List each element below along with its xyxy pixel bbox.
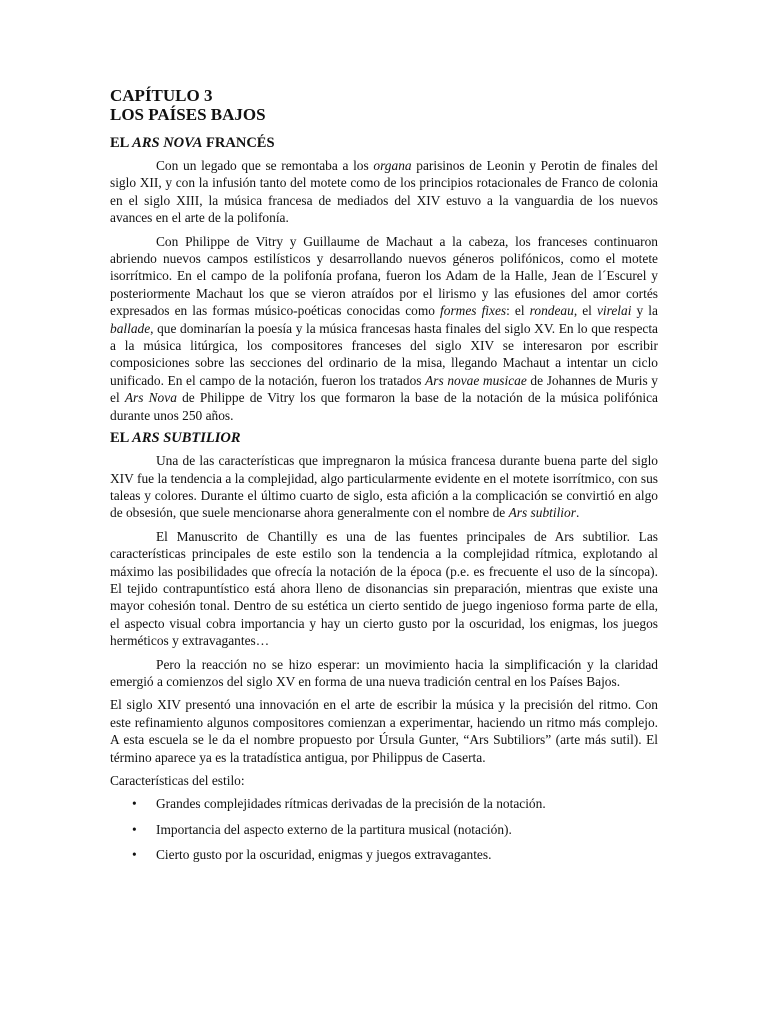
italic-term: rondeau	[529, 303, 574, 319]
bullet-icon: •	[132, 847, 137, 863]
bullet-icon: •	[132, 821, 137, 837]
paragraph-ars-nova-legacy: Con un legado que se remontaba a los organa parisinos de Leonin y Perotin de finales del siglo XII, y con la infusión tanto del motete como de los principios rotacionales de Franco de colonia en el siglo XIII, la música francesa de mediados del XIV estuvo a la vanguardia de los nuevos avances en el arte de la polifonía.	[110, 158, 658, 226]
italic-term: Ars Nova	[124, 390, 177, 406]
section-heading-italic: ARS NOVA	[132, 135, 203, 151]
bullet-icon: •	[132, 796, 137, 812]
chapter-number: CAPÍTULO 3	[110, 86, 213, 105]
paragraph-chantilly: El Manuscrito de Chantilly es una de las fuentes principales de Ars subtilior. Las características principales de este estilo son la tendencia a la complejidad rítmica, explotando al máximo las posibilidades que ofrecía la notación de la época (p.e. es frecuente el uso de la síncopa). El tejido contrapuntístico está ahora lleno de disonancias sin preparación, mientras que existe una mayor cohesión tonal. Dentro de su estética un cierto sentido de juego ingenioso forma parte de ella, el aspecto visual cobra importancia y hay un cierto gusto por la oscuridad, los enigmas, los juegos herméticos y extravagantes…	[110, 528, 658, 649]
list-item: • Importancia del aspecto externo de la partitura musical (notación).	[132, 821, 512, 837]
paragraph-complexity: Una de las características que impregnaron la música francesa durante buena parte del siglo XIV fue la tendencia a la complejidad, algo particularmente evidente en el motete isorrítmico, con sus taleas y colores. Durante el último cuarto de siglo, esta afición a la complicación se convirtió en algo de obsesión, que suele mencionarse ahora generalmente con el nombre de Ars subtilior.	[110, 453, 658, 521]
section-heading-ars-subtilior	[110, 430, 658, 447]
chapter-title: LOS PAÍSES BAJOS	[110, 105, 266, 124]
section-heading-italic: ARS SUBTILIOR	[132, 430, 241, 447]
paragraph-innovation: El siglo XIV presentó una innovación en el arte de escribir la música y la precisión del ritmo. Con este refinamiento algunos compositores comienzan a experimentar, haciendo un ritmo más complejo. A esta escuela se le da el nombre propuesto por Úrsula Gunter, “Ars Subtiliors” (arte más sutil). El término aparece ya es la tratadística antigua, por Philippus de Caserta.	[110, 697, 658, 765]
paragraph-ars-nova-composers: Con Philippe de Vitry y Guillaume de Machaut a la cabeza, los franceses continuaron abriendo nuevos campos estilísticos y desarrollando nuevos géneros polifónicos, como el motete isorrítmico. En el campo de la polifonía profana, fueron los Adam de la Halle, Jean de l´Escurel y posteriormente Machaut los que se vieron atraídos por el lirismo y las efusiones del amor cortés expresados en las formas músico-poéticas conocidas como formes fixes: el rondeau, el virelai y la ballade, que dominarían la poesía y la música francesas hasta finales del siglo XV. En lo que respecta a la música litúrgica, los compositores franceses del siglo XIV se interesaron por escribir composiciones sobre las secciones del ordinario de la misa, llegando Machaut a intentar un ciclo unificado. En el campo de la notación, fueron los tratados Ars novae musicae de Johannes de Muris y el Ars Nova de Philippe de Vitry los que formaron la base de la notación de la música polifónica durante unos 250 años.	[110, 233, 658, 423]
paragraph-reaction: Pero la reacción no se hizo esperar: un movimiento hacia la simplificación y la claridad emergió a comienzos del siglo XV en forma de una nueva tradición central en los Países Bajos.	[110, 656, 658, 689]
italic-term: Ars novae musicae	[425, 372, 527, 388]
section-heading-ars-nova	[110, 135, 658, 152]
section-heading-prefix: EL	[110, 135, 133, 151]
list-item: • Cierto gusto por la oscuridad, enigmas y juegos extravagantes.	[132, 847, 492, 863]
section-heading-suffix: FRANCÉS	[202, 135, 275, 151]
list-intro: Características del estilo:	[110, 773, 245, 788]
italic-term: formes fixes	[440, 303, 507, 319]
style-features-list	[110, 795, 658, 863]
section-heading-prefix: EL	[110, 430, 133, 447]
italic-term: virelai	[596, 303, 632, 319]
list-item: • Grandes complejidades rítmicas derivadas de la precisión de la notación.	[132, 796, 546, 812]
italic-term: organa	[373, 158, 412, 173]
italic-term: Ars subtilior	[508, 505, 576, 521]
italic-term: ballade	[110, 320, 151, 336]
chapter-heading	[110, 86, 658, 124]
